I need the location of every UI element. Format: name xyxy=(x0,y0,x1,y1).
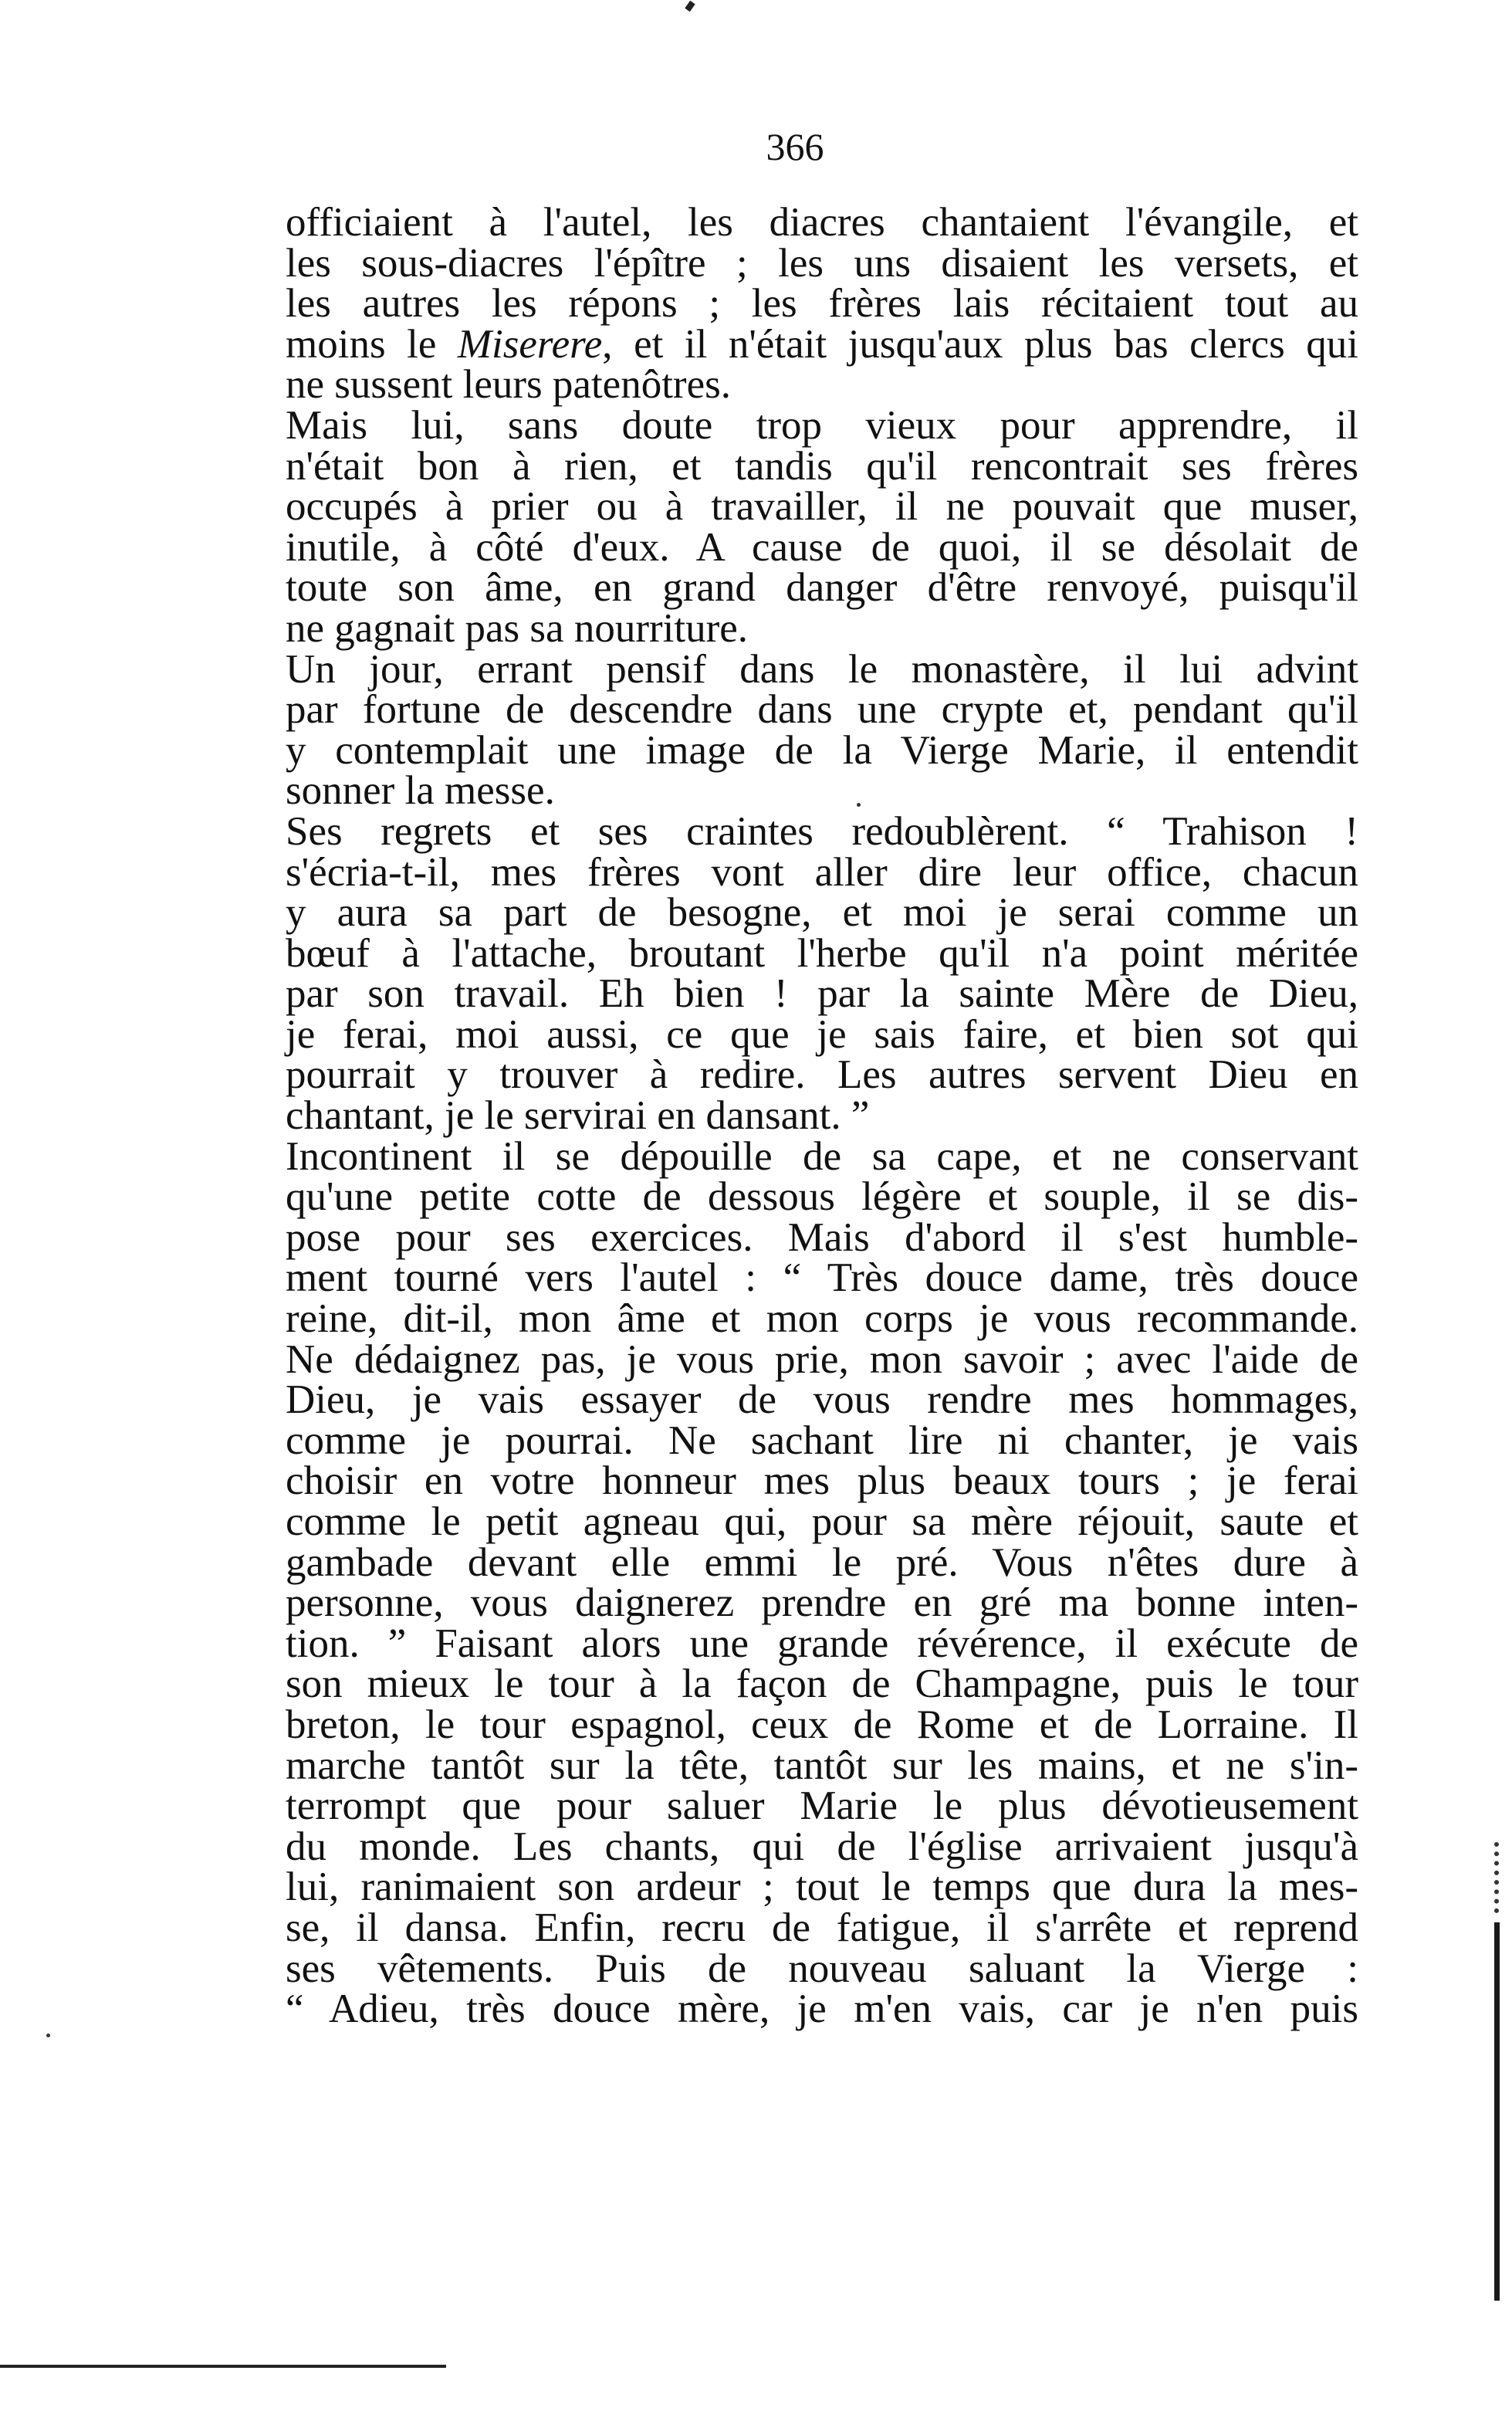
scan-mark xyxy=(685,1,695,12)
text-line: marche tantôt sur la tête, tantôt sur les mains, et ne s'in- xyxy=(286,1742,1358,1788)
italic-word: Miserere xyxy=(457,321,603,367)
margin-bar xyxy=(1494,1922,1500,2301)
text-line: breton, le tour espagnol, ceux de Rome et de Lorraine. Il xyxy=(286,1702,1358,1747)
text-line: Ne dédaignez pas, je vous prie, mon savoir ; avec l'aide de xyxy=(286,1336,1358,1382)
body-text xyxy=(286,202,1358,2030)
text-line: choisir en votre honneur mes plus beaux tours ; je ferai xyxy=(286,1458,1358,1504)
text-line: ment tourné vers l'autel : “ Très douce dame, très douce xyxy=(286,1255,1358,1301)
text-line: lui, ranimaient son ardeur ; tout le temps que dura la mes- xyxy=(286,1864,1358,1910)
text-line-part: moins le xyxy=(286,321,458,367)
text-line: je ferai, moi aussi, ce que je sais faire, et bien sot qui xyxy=(286,1011,1358,1057)
text-line xyxy=(286,321,1358,367)
text-line: par son travail. Eh bien ! par la sainte Mère de Dieu, xyxy=(286,971,1358,1017)
text-line: terrompt que pour saluer Marie le plus dévotieusement xyxy=(286,1783,1358,1829)
text-line: pose pour ses exercices. Mais d'abord il s'est humble- xyxy=(286,1214,1358,1260)
text-line: comme le petit agneau qui, pour sa mère réjouit, saute et xyxy=(286,1499,1358,1544)
text-line: comme je pourrai. Ne sachant lire ni chanter, je vais xyxy=(286,1417,1358,1463)
text-line: du monde. Les chants, qui de l'église arrivaient jusqu'à xyxy=(286,1824,1358,1869)
text-line: les autres les répons ; les frères lais récitaient tout au xyxy=(286,281,1358,327)
text-line-part: , et il n'était jusqu'aux plus bas clercs qui xyxy=(602,321,1358,367)
text-line: ses vêtements. Puis de nouveau saluant la Vierge : xyxy=(286,1946,1358,1991)
speck xyxy=(46,2034,50,2037)
text-line: ne gagnait pas sa nourriture. xyxy=(286,605,748,651)
text-line: Mais lui, sans doute trop vieux pour apprendre, il xyxy=(286,402,1358,448)
margin-dots xyxy=(1494,1842,1504,1913)
text-line: son mieux le tour à la façon de Champagne, puis le tour xyxy=(286,1661,1358,1707)
text-line: pourrait y trouver à redire. Les autres servent Dieu en xyxy=(286,1052,1358,1098)
text-line: occupés à prier ou à travailler, il ne pouvait que muser, xyxy=(286,484,1358,530)
speck xyxy=(857,803,861,807)
text-line: ne sussent leurs patenôtres. xyxy=(286,362,731,408)
text-line: tion. ” Faisant alors une grande révérence, il exécute de xyxy=(286,1620,1358,1666)
footnote-rule xyxy=(0,2365,446,2368)
text-line: par fortune de descendre dans une crypte et, pendant qu'il xyxy=(286,687,1358,733)
page-number: 366 xyxy=(766,125,824,168)
text-line: toute son âme, en grand danger d'être renvoyé, puisqu'il xyxy=(286,565,1358,611)
text-line: Dieu, je vais essayer de vous rendre mes hommages, xyxy=(286,1377,1358,1423)
text-line: personne, vous daignerez prendre en gré ma bonne inten- xyxy=(286,1580,1358,1626)
text-line: les sous-diacres l'épître ; les uns disaient les versets, et xyxy=(286,240,1358,286)
text-line: n'était bon à rien, et tandis qu'il rencontrait ses frères xyxy=(286,443,1358,489)
text-line: y aura sa part de besogne, et moi je serai comme un xyxy=(286,890,1358,936)
text-line: reine, dit-il, mon âme et mon corps je vous recommande. xyxy=(286,1296,1358,1342)
text-line: sonner la messe. xyxy=(286,768,555,814)
text-line: officiaient à l'autel, les diacres chantaient l'évangile, et xyxy=(286,200,1358,245)
text-line: Incontinent il se dépouille de sa cape, et ne conservant xyxy=(286,1133,1358,1179)
text-line: Ses regrets et ses craintes redoublèrent. “ Trahison ! xyxy=(286,808,1358,854)
text-line: gambade devant elle emmi le pré. Vous n'êtes dure à xyxy=(286,1539,1358,1585)
text-line: qu'une petite cotte de dessous légère et souple, il se dis- xyxy=(286,1174,1358,1220)
text-line: s'écria-t-il, mes frères vont aller dire leur office, chacun xyxy=(286,849,1358,895)
text-line: y contemplait une image de la Vierge Marie, il entendit xyxy=(286,727,1358,773)
text-line: bœuf à l'attache, broutant l'herbe qu'il n'a point méritée xyxy=(286,930,1358,976)
text-line: inutile, à côté d'eux. A cause de quoi, il se désolait de xyxy=(286,524,1358,570)
text-line: chantant, je le servirai en dansant. ” xyxy=(286,1093,870,1139)
text-line: se, il dansa. Enfin, recru de fatigue, il s'arrête et reprend xyxy=(286,1905,1358,1950)
text-line: “ Adieu, très douce mère, je m'en vais, car je n'en puis xyxy=(286,1986,1358,2032)
text-line: Un jour, errant pensif dans le monastère, il lui advint xyxy=(286,646,1358,692)
